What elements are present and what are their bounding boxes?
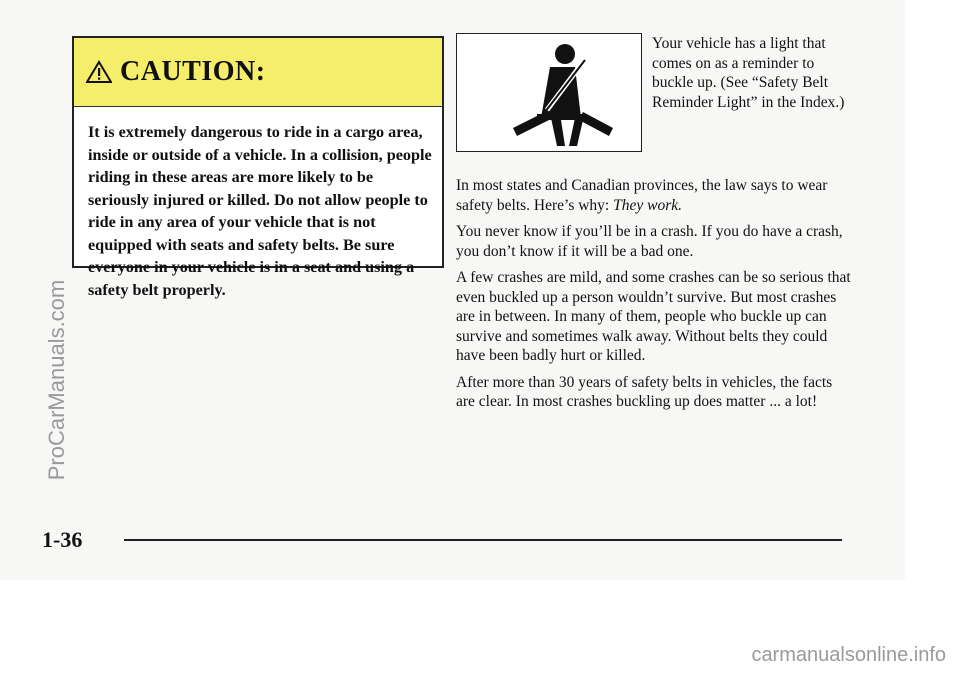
paragraph-crash-severity: A few crashes are mild, and some crashes can be so serious that even buckled up a person wouldn’t survive. But most crashes are in between. In many of them, people who buckle up can survive and sometimes walk away. Without belts they could have been badly hurt or killed. [456, 269, 851, 364]
paragraph-law-text: In most states and Canadian provinces, the law says to wear safety belts. Here’s why: [456, 177, 828, 214]
paragraph-crash-unknown: You never know if you’ll be in a crash. If you do have a crash, you don’t know if it will be a bad one. [456, 223, 843, 260]
warning-triangle-icon [86, 60, 112, 84]
seatbelt-person-icon [457, 34, 640, 150]
body-text [456, 176, 851, 419]
caution-header [74, 38, 442, 107]
caution-title: CAUTION: [120, 56, 266, 87]
reminder-text: Your vehicle has a light that comes on as a reminder to buckle up. (See “Safety Belt Reminder Light” in the Index.) [652, 35, 845, 111]
watermark-side: ProCarManuals.com [44, 279, 69, 481]
paragraph-facts: After more than 30 years of safety belts in vehicles, the facts are clear. In most crashes buckling up does matter ... a lot! [456, 373, 833, 410]
seatbelt-figure [456, 33, 642, 152]
caution-box [72, 36, 444, 299]
paragraph-law-emphasis: They work. [613, 196, 683, 214]
watermark-bottom: carmanualsonline.info [751, 644, 946, 666]
footer-rule [124, 539, 842, 541]
page-number: 1-36 [42, 527, 83, 552]
paragraph-law [456, 176, 851, 215]
caution-text: It is extremely dangerous to ride in a cargo area, inside or outside of a vehicle. In a collision, people riding in these areas are more likely to be seriously injured or killed. Do not allow people to ride in any area of your vehicle that is not equipped with seats and safety belts. Be sure everyone in your vehicle is in a seat and using a safety belt properly. [88, 123, 432, 299]
